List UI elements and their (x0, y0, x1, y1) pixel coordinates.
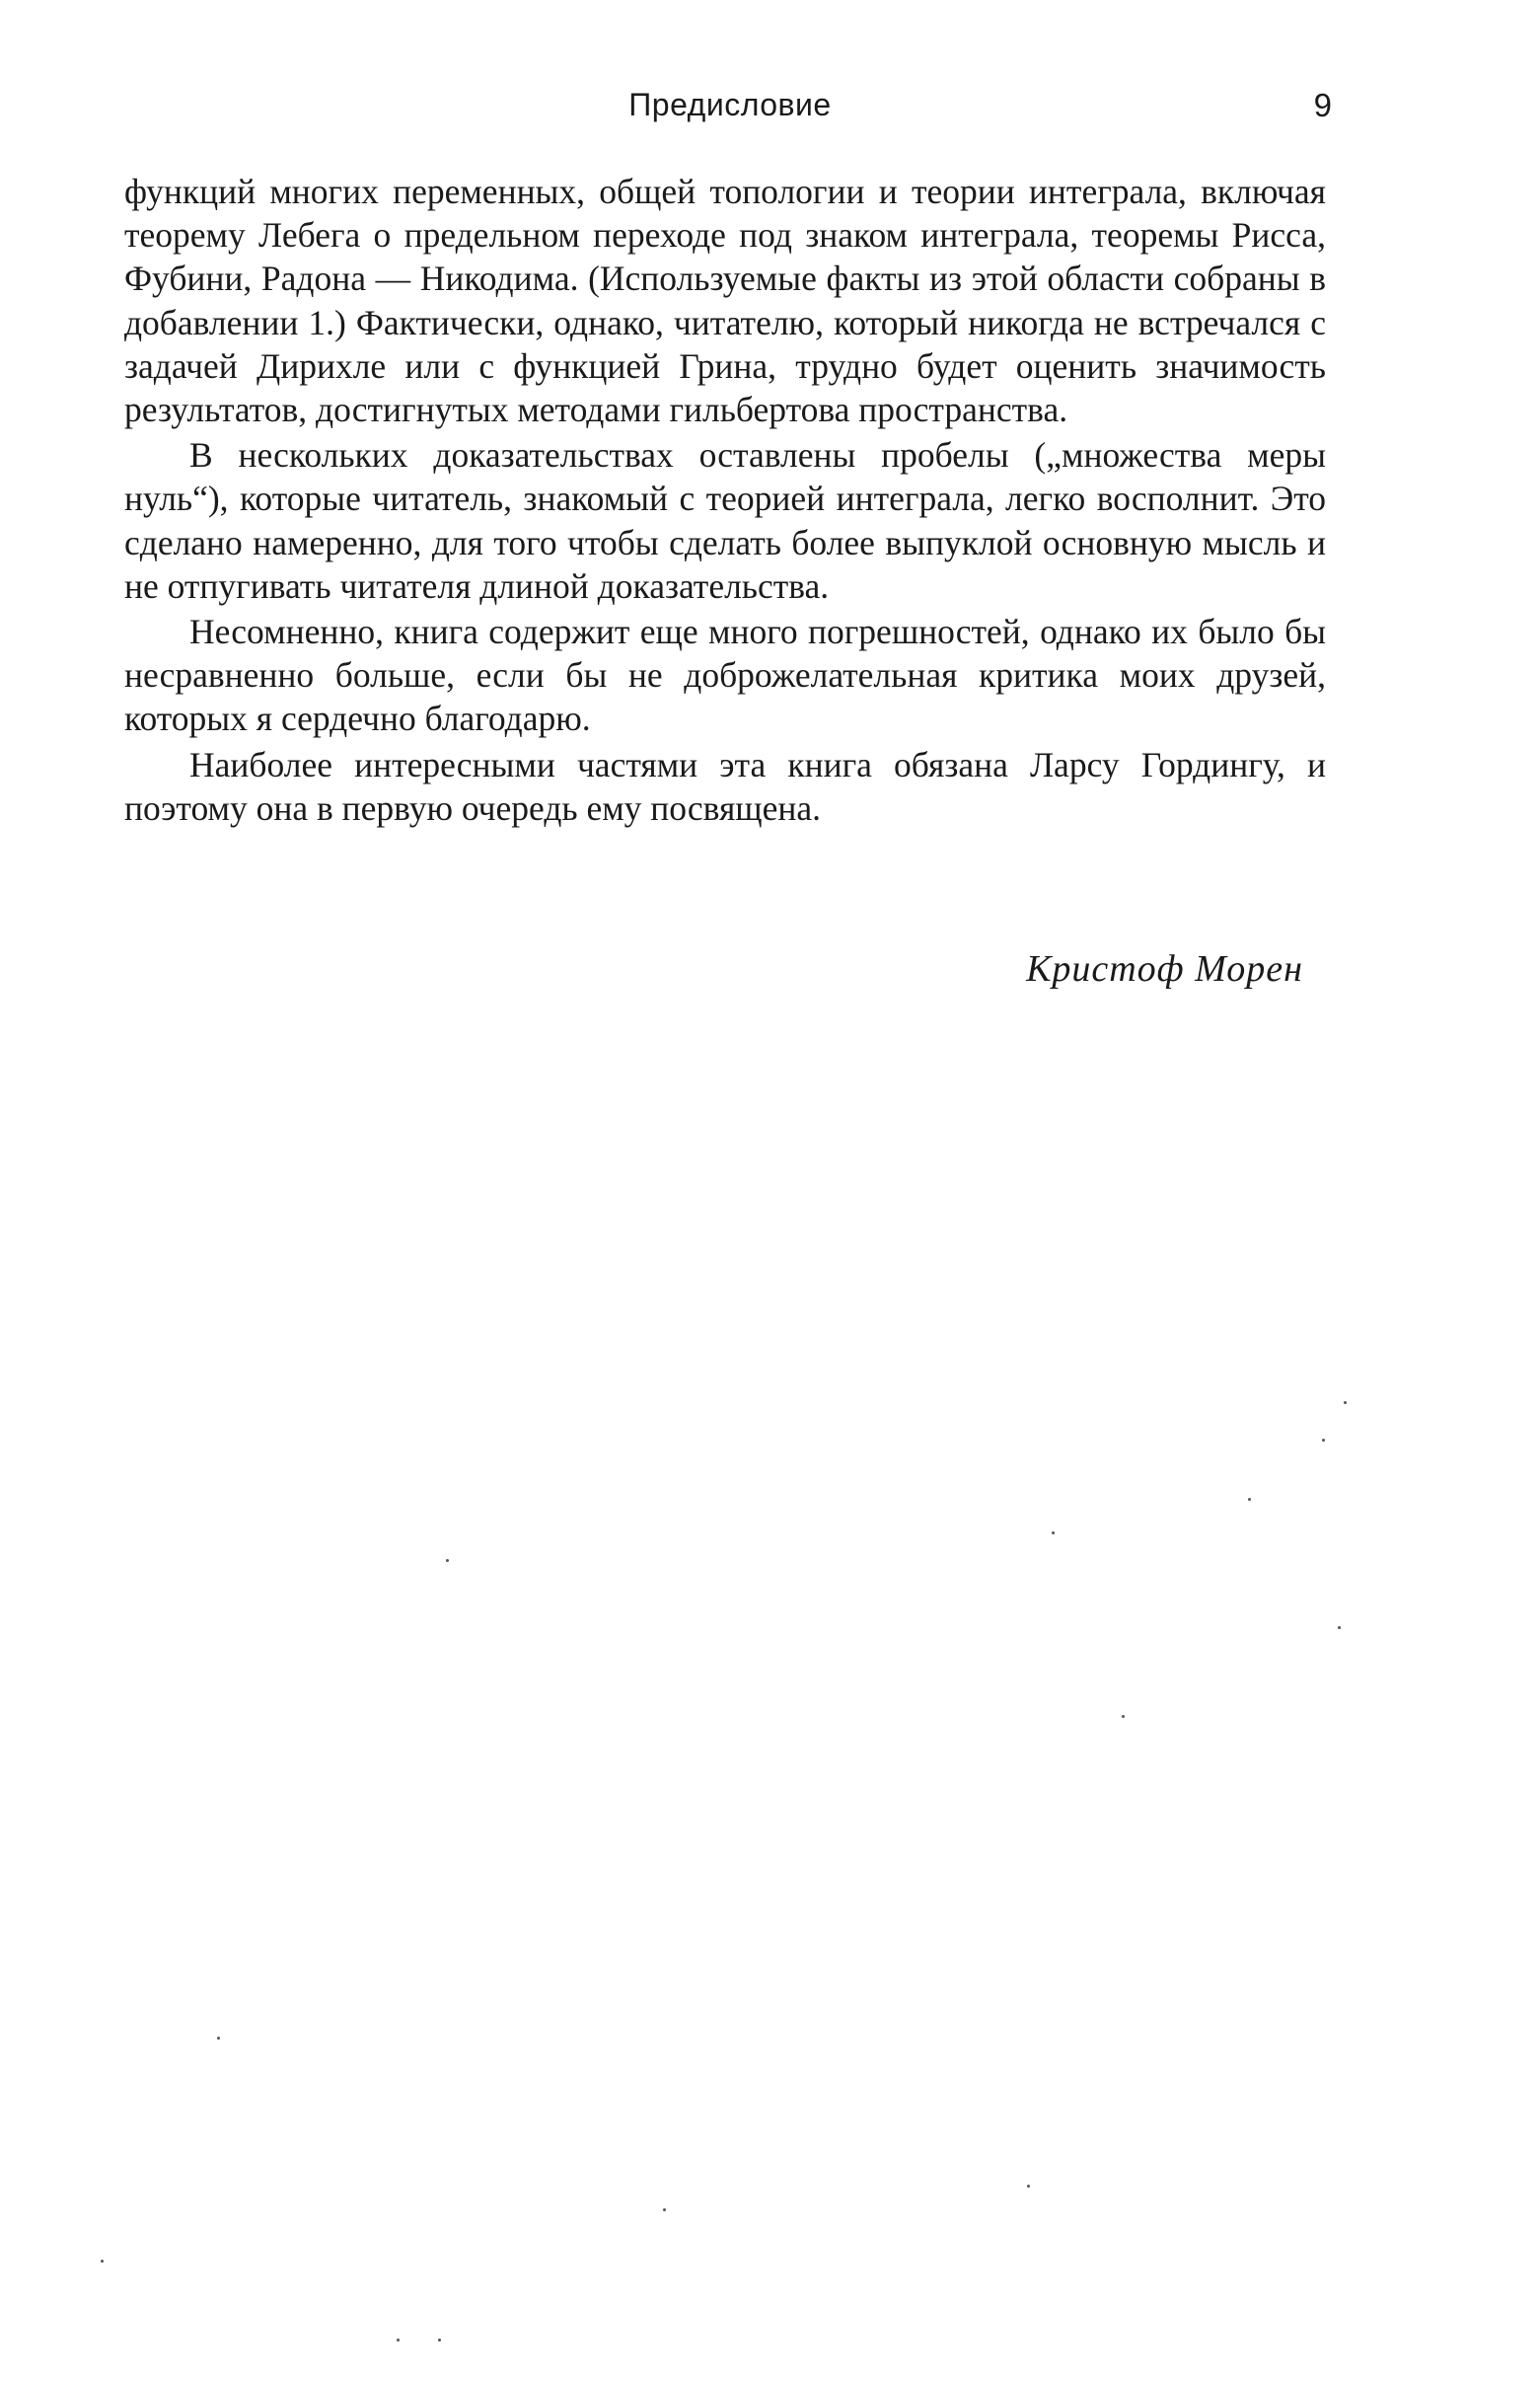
scan-speck (1322, 1439, 1325, 1442)
scan-speck (1344, 1401, 1347, 1404)
author-signature: Кристоф Морен (1026, 948, 1303, 990)
paragraph: Наиболее интересными частями эта книга обязана Ларсу Гордингу, и поэтому она в первую очередь ему посвящена. (124, 744, 1326, 828)
scan-speck (1122, 1715, 1125, 1718)
running-head (128, 87, 1332, 126)
scan-speck (1338, 1626, 1341, 1629)
body-text (124, 170, 1326, 830)
scan-speck (663, 2208, 666, 2211)
scan-speck (217, 2037, 220, 2040)
scan-speck (397, 2339, 400, 2342)
page-number: 9 (1313, 87, 1332, 123)
scan-speck (101, 2260, 104, 2263)
scan-speck (1027, 2185, 1030, 2188)
paragraph: В нескольких доказательствах оставлены пробелы („множества меры нуль“), которые читатель, знакомый с теорией интеграла, легко восполнит. Это сделано намеренно, для того чтобы сделать более выпуклой основную мысль и не отпугивать читателя длиной доказательства. (124, 435, 1326, 606)
scan-speck (1052, 1531, 1055, 1534)
scan-speck (1248, 1498, 1251, 1501)
paragraph-continuation: функций многих переменных, общей топологии и теории интеграла, включая теорему Лебега о предельном переходе под знаком интеграла, теоремы Рисса, Фубини, Радона — Никодима. (Используемые факты из этой области собраны в добавлении 1.) Фактически, однако, читателю, который никогда не встречался с задачей Дирихле или с функцией Грина, трудно будет оценить значимость результатов, достигнутых методами гильбертова пространства. (124, 172, 1326, 430)
page-title: Предисловие (628, 87, 832, 122)
scan-speck (438, 2339, 441, 2342)
scan-speck (446, 1559, 449, 1562)
paragraph: Несомненно, книга содержит еще много погрешностей, однако их было бы несравненно больше, если бы не доброжелательная критика моих друзей, которых я сердечно благодарю. (124, 612, 1326, 739)
